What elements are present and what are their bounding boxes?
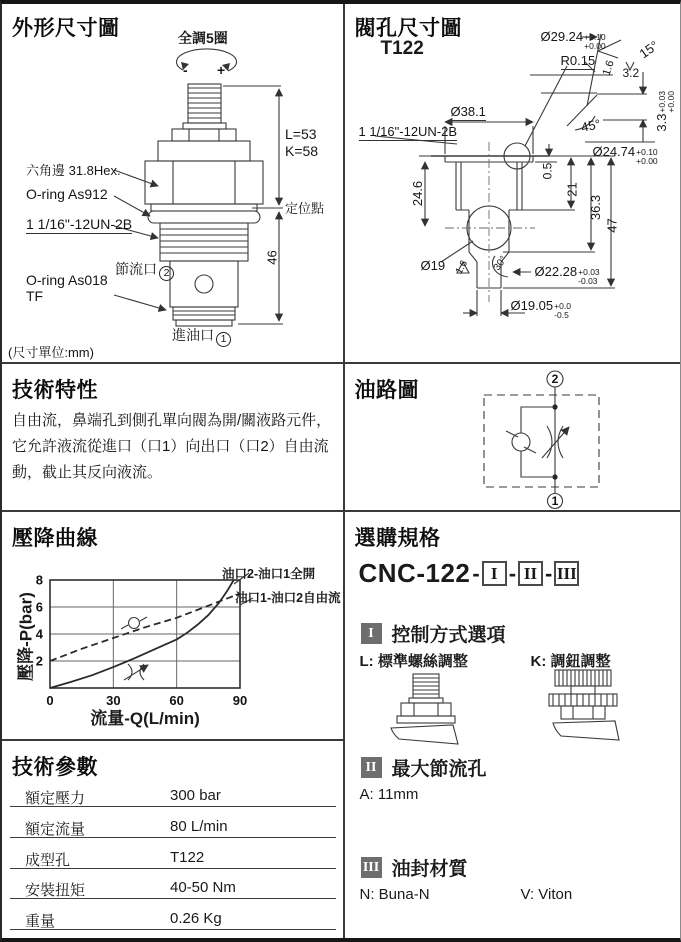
svg-text:4: 4 (35, 626, 43, 642)
label-locating-point: 定位點 (285, 201, 325, 216)
label-hex: 六角邊 31.8Hex. (26, 163, 121, 178)
param-row-torque (10, 879, 336, 910)
section-features (2, 364, 343, 510)
section-title: 外形尺寸圖 (12, 17, 120, 40)
param-value: T122 (170, 848, 205, 866)
port-2-label: 2 (551, 372, 558, 386)
dim-thread: 1 1/16"-12UN-2B (358, 124, 458, 139)
section-circuit (345, 364, 681, 510)
dim-d05: 0.5 (539, 162, 554, 180)
model-separator: - (545, 560, 553, 586)
legend-fully-open: 油口2-油口1全開 (222, 567, 316, 581)
dim-d2924: Ø29.24 +0.10 +0.00 (540, 29, 606, 52)
dim-d381: Ø38.1 (450, 104, 486, 119)
param-label: 安裝扭矩 (25, 882, 86, 900)
section-pressure-drop (2, 512, 343, 739)
dim-a15: 15° (635, 37, 661, 62)
valve-outline-drawing (2, 4, 343, 362)
x-axis-label: 流量-Q(L/min) (90, 709, 200, 728)
param-label: 成型孔 (25, 851, 71, 869)
svg-text:8: 8 (35, 572, 43, 588)
dim-a30: 30° (491, 254, 509, 273)
model-code-box-1: I (482, 561, 507, 586)
roman-chip-1: I (361, 623, 382, 644)
dim-d2228: Ø22.28 +0.03 -0.03 (534, 264, 600, 287)
option-N: N: Buna-N (359, 886, 430, 903)
cavity-model: T122 (380, 38, 424, 59)
label-oring-018: O-ring As018 (26, 272, 108, 288)
dim-d246: 24.6 (409, 180, 425, 207)
screw-adjust-illustration (387, 672, 467, 756)
circled-2: 2 (159, 266, 174, 281)
param-row-rated-pressure (10, 787, 336, 818)
dim-d21: 21 (564, 182, 580, 197)
param-value: 0.26 Kg (170, 910, 222, 928)
dim-d19: Ø19 (420, 258, 446, 273)
dim-rough16-bottom: 1.6 (453, 258, 470, 277)
model-code-box-2: II (518, 561, 543, 586)
section-title: 選購規格 (354, 527, 441, 550)
option-A: A: 11mm (359, 786, 419, 803)
section-outline-dimensions (2, 4, 343, 362)
dim-d2474: Ø24.74 +0.10 +0.00 (592, 144, 658, 167)
param-row-rated-flow (10, 818, 336, 849)
param-label: 額定流量 (25, 820, 86, 838)
label-tf: TF (26, 288, 44, 304)
param-value: 40-50 Nm (170, 879, 236, 897)
label-thread: 1 1/16"-12UN-2B (26, 216, 133, 232)
port-1-label: 1 (551, 494, 558, 508)
hydraulic-circuit-symbol (345, 364, 681, 510)
dim-d33: 3.3 +0.03 +0.00 (653, 91, 676, 132)
param-row-cavity (10, 849, 336, 880)
model-prefix: CNC-122 (358, 558, 471, 588)
section-title: 油路圖 (354, 379, 419, 402)
param-label: 重量 (25, 913, 56, 931)
dim-d1905: Ø19.05 +0.0 -0.5 (510, 298, 571, 321)
model-code-box-3: III (554, 561, 579, 586)
svg-text:60: 60 (169, 693, 184, 708)
model-separator: - (472, 560, 480, 586)
check-valve-symbol (121, 617, 147, 629)
dim-rough32: 3.2 (622, 66, 640, 80)
option-group-control (361, 620, 506, 647)
label-oring-912: O-ring As912 (26, 186, 108, 202)
parameters-table (10, 787, 336, 941)
label-throttle-port: 節流口 2 (115, 259, 174, 281)
circled-1: 1 (216, 332, 231, 347)
dim-d47: 47 (604, 218, 620, 233)
param-value: 300 bar (170, 787, 221, 804)
section-cavity-dimensions (345, 4, 681, 362)
svg-text:0: 0 (46, 693, 54, 708)
section-title: 閥孔尺寸圖 (354, 17, 462, 40)
label-plus: + (217, 62, 226, 78)
label-unit-note: (尺寸單位:mm) (8, 345, 94, 360)
option-L: L: 標準螺絲調整 (359, 653, 468, 670)
option-group-title: 控制方式選項 (391, 625, 506, 646)
section-title: 技術特性 (12, 379, 98, 402)
svg-text:2: 2 (35, 653, 43, 669)
dim-a45: 45° (579, 116, 602, 135)
dim-label-L: L=53 (285, 126, 317, 142)
section-title: 技術參數 (12, 756, 98, 779)
dim-label-46: 46 (264, 250, 280, 265)
section-ordering (345, 512, 681, 942)
label-minus: - (183, 62, 188, 78)
param-label: 額定壓力 (25, 790, 86, 807)
option-group-orifice (361, 754, 487, 781)
label-full-adjust: 全調5圈 (178, 30, 228, 46)
section-title: 壓降曲線 (12, 527, 98, 550)
param-value: 80 L/min (170, 817, 228, 835)
section-parameters (2, 741, 343, 942)
option-V: V: Viton (520, 886, 573, 903)
label-inlet-port: 進油口 1 (172, 325, 231, 347)
option-group-title: 最大節流孔 (391, 759, 487, 780)
svg-text:30: 30 (106, 693, 121, 708)
roman-chip-3: III (361, 857, 382, 878)
knob-adjust-illustration (543, 668, 627, 756)
svg-text:6: 6 (35, 599, 43, 615)
dim-d363: 36.3 (587, 194, 603, 221)
param-row-weight (10, 910, 336, 941)
option-group-seal (361, 854, 468, 881)
model-separator: - (508, 560, 517, 586)
roman-chip-2: II (361, 757, 382, 778)
dim-rough16-top: 1.6 (600, 58, 617, 78)
option-group-title: 油封材質 (391, 859, 468, 880)
y-axis-label: 壓降-P(bar) (16, 592, 36, 681)
dim-label-K: K=58 (285, 143, 319, 159)
svg-text:90: 90 (232, 693, 248, 708)
model-code (359, 558, 580, 589)
features-body: 自由流，鼻端孔到側孔單向閥為開/關液路元件，它允許液流從進口（口1）向出口（口2）自由流動，截止其反向液流。 (12, 412, 332, 481)
option-K: K: 調鈕調整 (530, 653, 611, 670)
legend-free-flow: 油口1-油口2自由流 (235, 591, 341, 605)
throttle-symbol (124, 664, 148, 680)
dim-r015: R0.15 (560, 53, 596, 68)
